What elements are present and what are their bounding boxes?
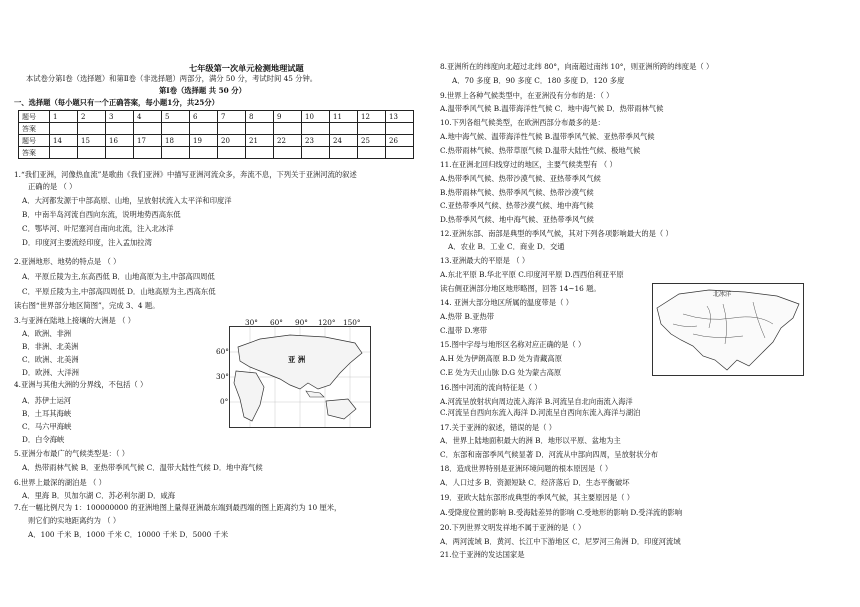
lon-label: 90° — [295, 318, 308, 327]
question-number-cell: 3 — [106, 111, 134, 123]
lon-label: 120° — [318, 318, 336, 327]
answer-cell — [162, 123, 190, 135]
question-number-cell: 4 — [134, 111, 162, 123]
question-number-cell: 10 — [302, 111, 330, 123]
lat-label: 0° — [220, 397, 229, 406]
question-line: 18．造成世界特别是亚洲环境问题的根本原因是（ ） — [440, 464, 613, 473]
question-line: 20.下列世界文明发祥地不属于亚洲的是（ ） — [440, 523, 586, 532]
question-line: D.热带季风气候、地中海气候、亚热带季风气候 — [440, 215, 594, 224]
question-line: A．里海 B．贝加尔湖 C．苏必利尔湖 D．咸海 — [22, 491, 176, 500]
answer-cell — [274, 123, 302, 135]
question-number-cell: 12 — [358, 111, 386, 123]
question-number-cell: 25 — [358, 135, 386, 147]
answer-cell — [218, 147, 246, 159]
map-instruction: 读右侧亚洲部分地区地形略图，回答 14~16 题。 — [440, 284, 601, 293]
question-line: B．中南半岛河流自西向东流，说明地势西高东低 — [22, 210, 181, 219]
answer-cell — [50, 123, 78, 135]
answer-cell — [358, 147, 386, 159]
answer-label: 答案 — [19, 123, 50, 135]
question-line: A.热带 B.亚热带 — [440, 312, 495, 321]
question-line: A．两河流域 B．黄河、长江中下游地区 C．尼罗河三角洲 D．印度河流域 — [440, 537, 681, 546]
answer-cell — [78, 147, 106, 159]
question-number-cell: 21 — [246, 135, 274, 147]
lon-label: 60° — [270, 318, 283, 327]
question-line: A．人口过多 B．资源短缺 C．经济落后 D．生态平衡破坏 — [440, 478, 630, 487]
question-line: C.热带雨林气候、热带草原气候 D.温带大陆性气候、极地气候 — [440, 146, 641, 155]
lon-label: 150° — [343, 318, 361, 327]
answer-cell — [274, 147, 302, 159]
answer-label: 答案 — [19, 147, 50, 159]
question-line: A．100 千米 B．1000 千米 C．10000 千米 D．5000 千米 — [28, 530, 229, 539]
question-line: 正确的是 （ ） — [28, 182, 77, 191]
question-number-cell: 7 — [218, 111, 246, 123]
answer-cell — [106, 147, 134, 159]
arctic-ocean-label: 北冰洋 — [713, 291, 732, 298]
row-label: 题号 — [19, 111, 50, 123]
world-region-map-graphic — [230, 327, 370, 427]
asia-terrain-map — [652, 283, 804, 376]
question-line: A．世界上陆地面积最大的洲 B．地形以平原、盆地为主 — [440, 436, 621, 445]
world-region-map — [216, 318, 371, 428]
question-line: 则它们的实地距离约为 （ ） — [28, 516, 121, 525]
question-line: C．鄂毕河、叶尼塞河自南向北流，注入北冰洋 — [22, 224, 174, 233]
question-line: A.热带季风气候、热带沙漠气候、亚热带季风气候 — [440, 174, 601, 183]
question-number-cell: 16 — [106, 135, 134, 147]
question-line: A.受降度位置的影响 B.受海陆差异的影响 C.受地形的影响 D.受洋流的影响 — [440, 508, 683, 517]
lat-label: 30° — [216, 372, 229, 381]
question-line: C.温带 D.寒带 — [440, 326, 488, 335]
answer-cell — [386, 147, 414, 159]
question-number-cell: 24 — [330, 135, 358, 147]
answer-cell — [358, 123, 386, 135]
question-number-cell: 5 — [162, 111, 190, 123]
question-line: 6.世界上最深的湖泊是 （ ） — [14, 478, 106, 487]
question-number-cell: 19 — [190, 135, 218, 147]
answer-cell — [50, 147, 78, 159]
question-number-cell: 13 — [386, 111, 414, 123]
question-number-cell: 26 — [386, 135, 414, 147]
lon-label: 30° — [245, 318, 258, 327]
question-line: A．热带雨林气候 B．亚热带季风气候 C．温带大陆性气候 D．地中海气候 — [22, 463, 263, 472]
question-line: 14. 亚洲大部分地区所属的温度带是（ ） — [440, 298, 573, 307]
exam-intro: 本试卷分第Ⅰ卷（选择题）和第Ⅱ卷（非选择题）两部分，满分 50 分，考试时间 45 分钟。 — [26, 74, 318, 83]
question-line: C．马六甲海峡 — [22, 422, 72, 431]
question-number-cell: 2 — [78, 111, 106, 123]
question-line: D．印度河主要流经印度，注入孟加拉湾 — [22, 238, 152, 247]
answer-cell — [302, 147, 330, 159]
answer-cell — [302, 123, 330, 135]
question-number-cell: 23 — [302, 135, 330, 147]
row-label: 题号 — [19, 135, 50, 147]
answer-cell — [330, 123, 358, 135]
question-line: B.热带雨林气候、热带季风气候、热带沙漠气候 — [440, 188, 594, 197]
question-number-cell: 8 — [246, 111, 274, 123]
question-line: A．70 多度 B．90 多度 C．180 多度 D．120 多度 — [452, 76, 625, 85]
question-line: A.地中海气候、温带海洋性气候 B.温带季风气候、亚热带季风气候 — [440, 132, 655, 141]
question-number-cell: 11 — [330, 111, 358, 123]
answer-cell — [134, 123, 162, 135]
asia-label: 亚 洲 — [288, 355, 306, 364]
question-line: 13.亚洲最大的平原是 （ ） — [440, 256, 530, 265]
question-line: C.河流呈自西向东流入海洋 D.河流呈自西向东流入海洋与湖泊 — [440, 408, 641, 417]
question-number-cell: 1 — [50, 111, 78, 123]
question-number-cell: 17 — [134, 135, 162, 147]
question-line: 12.亚洲东部、南部是典型的季风气候，其对下列各项影响最大的是（ ） — [440, 229, 673, 238]
question-line: A．平原丘陵为主,东高西低 B．山地高原为主,中部高四周低 — [22, 272, 215, 281]
question-line: B．土耳其海峡 — [22, 409, 72, 418]
question-number-cell: 15 — [78, 135, 106, 147]
question-line: A.H 处为伊朗高原 B.D 处为青藏高原 — [440, 354, 563, 363]
question-line: 15.图中字母与地形区名称对应正确的是（ ） — [440, 340, 586, 349]
question-line: 5.亚洲分布最广的气候类型是：（ ） — [14, 449, 130, 458]
answer-cell — [190, 123, 218, 135]
answer-cell — [386, 123, 414, 135]
question-line: A.温带季风气候 B.温带海洋性气候 C．地中海气候 D．热带雨林气候 — [440, 104, 664, 113]
question-line: A.河流呈放射状向周边流入海洋 B.河流呈自北向南流入海洋 — [440, 397, 633, 406]
question-line: 9.世界上各种气候类型中，在亚洲没有分布的是：（ ） — [440, 91, 614, 100]
question-line: 8.亚洲所在的纬度向北超过北纬 80°，向南超过南纬 10°，则亚洲所跨的纬度是（ ） — [440, 62, 714, 71]
question-line: 19．亚欧大陆东部形成典型的季风气候，其主要原因是（ ） — [440, 493, 635, 502]
question-number-cell: 18 — [162, 135, 190, 147]
question-number-cell: 20 — [218, 135, 246, 147]
question-line: 2.亚洲地形、地势的特点是 （ ） — [14, 257, 121, 266]
question-line: C．平原丘陵为主,中部高四周低 D．山地高原为主,西高东低 — [22, 287, 216, 296]
answer-cell — [246, 147, 274, 159]
question-number-cell: 9 — [274, 111, 302, 123]
question-line: A．农业 B．工业 C．商业 D．交通 — [448, 242, 565, 251]
question-line: B．非洲、北美洲 — [22, 342, 79, 351]
question-line: 11.在亚洲北回归线穿过的地区，主要气候类型有 （ ） — [440, 160, 617, 169]
answer-table — [18, 110, 414, 159]
question-line: 17.关于亚洲的叙述，错误的是（ ） — [440, 423, 557, 432]
question-line: 3.与亚洲在陆地上接壤的大洲是 （ ） — [14, 316, 136, 325]
question-line: D．白令海峡 — [22, 435, 65, 444]
map-instruction: 读右图“世界部分地区简图”，完成 3、4 题。 — [14, 301, 160, 310]
page-title: 七年级第一次单元检测地理试题 — [189, 63, 304, 73]
answer-cell — [330, 147, 358, 159]
question-line: 7.在一幅比例尺为 1：100000000 的亚洲地图上量得亚洲最东端到最西端的图上距离约为 10 厘米， — [14, 503, 342, 512]
question-line: D．欧洲、大洋洲 — [22, 368, 79, 377]
answer-cell — [78, 123, 106, 135]
part-one-heading: 第Ⅰ卷（选择题 共 50 分） — [159, 86, 246, 95]
question-number-cell: 6 — [190, 111, 218, 123]
answer-cell — [218, 123, 246, 135]
answer-cell — [190, 147, 218, 159]
question-line: A．苏伊士运河 — [22, 396, 72, 405]
answer-cell — [162, 147, 190, 159]
question-line: C．欧洲、北美洲 — [22, 355, 79, 364]
question-line: 21.位于亚洲的发达国家是 — [440, 550, 525, 559]
question-line: C.E 处为天山山脉 D.G 处为蒙古高原 — [440, 368, 562, 377]
answer-cell — [134, 147, 162, 159]
question-line: 10.下列各组气候类型，在欧洲西部分布最多的是： — [440, 118, 605, 127]
section-heading: 一、选择题（每小题只有一个正确答案，每小题1分，共25分） — [14, 98, 219, 107]
question-line: 1.“我们亚洲，河像热血流”是歌曲《我们亚洲》中描写亚洲河流众多，奔流不息，下列关于亚洲河流的叙述 — [14, 170, 357, 179]
answer-cell — [106, 123, 134, 135]
question-number-cell: 22 — [274, 135, 302, 147]
question-line: 4.亚洲与其他大洲的分界线，不包括（ ） — [14, 380, 148, 389]
question-line: 16.图中河流的流向特征是（ ） — [440, 383, 542, 392]
question-line: A．大河都发源于中部高原、山地，呈放射状流入太平洋和印度洋 — [22, 196, 232, 205]
question-line: A.东北平原 B.华北平原 C.印度河平原 D.西西伯利亚平原 — [440, 270, 624, 279]
question-line: A．欧洲、非洲 — [22, 329, 72, 338]
lat-label: 60° — [216, 347, 229, 356]
question-number-cell: 14 — [50, 135, 78, 147]
question-line: C.亚热带季风气候、热带沙漠气候、地中海气候 — [440, 201, 594, 210]
question-line: C．东部和南部季风气候显著 D．河流从中部向四周，呈放射状分布 — [440, 450, 659, 459]
answer-cell — [246, 123, 274, 135]
